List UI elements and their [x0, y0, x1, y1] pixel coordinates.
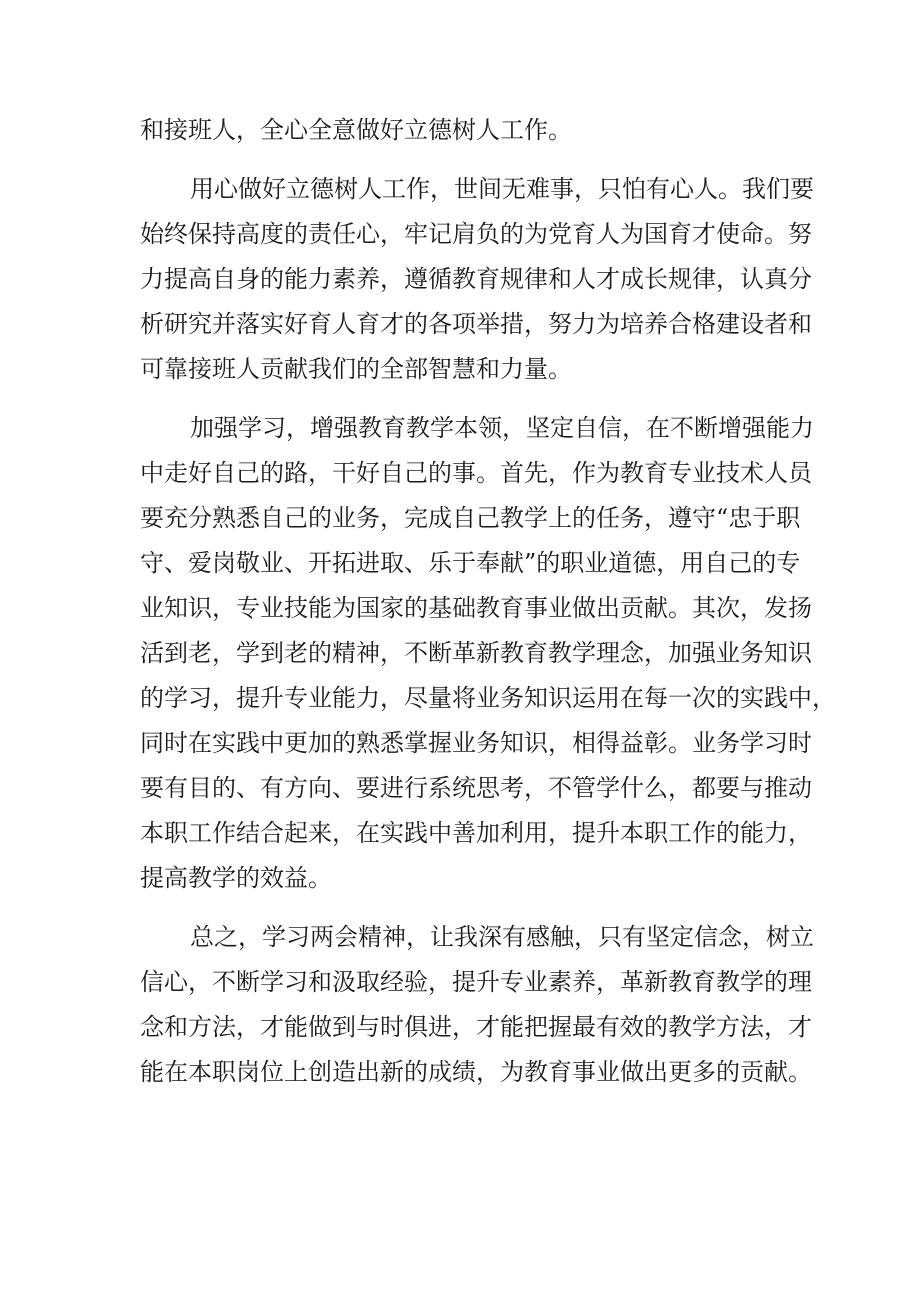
text-line: 和接班人，全心全意做好立德树人工作。 — [140, 116, 572, 144]
text-line: 信心，不断学习和汲取经验，提升专业素养，革新教育教学的理 — [140, 968, 812, 996]
text-line: 总之，学习两会精神，让我深有感触，只有坚定信念，树立 — [190, 923, 814, 951]
text-line: 本职工作结合起来，在实践中善加利用，提升本职工作的能力， — [140, 819, 812, 847]
text-line: 始终保持高度的责任心，牢记肩负的为党育人为国育才使命。努 — [140, 220, 812, 248]
text-line: 能在本职岗位上创造出新的成绩，为教育事业做出更多的贡献。 — [140, 1058, 812, 1086]
paragraph — [140, 915, 814, 1095]
text-line: 可靠接班人贡献我们的全部智慧和力量。 — [140, 355, 572, 383]
text-line: 守、爱岗敬业、开拓进取、乐于奉献”的职业道德，用自己的专 — [140, 549, 801, 577]
paragraph — [140, 167, 814, 392]
text-line: 要充分熟悉自己的业务，完成自己教学上的任务，遵守“忠于职 — [140, 504, 801, 532]
paragraph — [140, 406, 836, 901]
text-line: 加强学习，增强教育教学本领，坚定自信，在不断增强能力 — [190, 414, 814, 442]
paragraph — [140, 108, 795, 153]
text-line: 活到老，学到老的精神，不断革新教育教学理念，加强业务知识 — [140, 639, 812, 667]
text-line: 同时在实践中更加的熟悉掌握业务知识，相得益彰。业务学习时 — [140, 729, 812, 757]
text-line: 的学习，提升专业能力，尽量将业务知识运用在每一次的实践中， — [140, 684, 836, 712]
text-line: 念和方法，才能做到与时俱进，才能把握最有效的教学方法，才 — [140, 1013, 812, 1041]
text-line: 中走好自己的路，干好自己的事。首先，作为教育专业技术人员 — [140, 459, 812, 487]
text-line: 提高教学的效益。 — [140, 864, 332, 892]
text-line: 业知识，专业技能为国家的基础教育事业做出贡献。其次，发扬 — [140, 594, 812, 622]
text-line: 要有目的、有方向、要进行系统思考，不管学什么，都要与推动 — [140, 774, 812, 802]
document-body — [140, 108, 836, 1109]
text-line: 力提高自身的能力素养，遵循教育规律和人才成长规律，认真分 — [140, 265, 812, 293]
text-line: 析研究并落实好育人育才的各项举措，努力为培养合格建设者和 — [140, 310, 812, 338]
text-line: 用心做好立德树人工作，世间无难事，只怕有心人。我们要 — [190, 175, 814, 203]
